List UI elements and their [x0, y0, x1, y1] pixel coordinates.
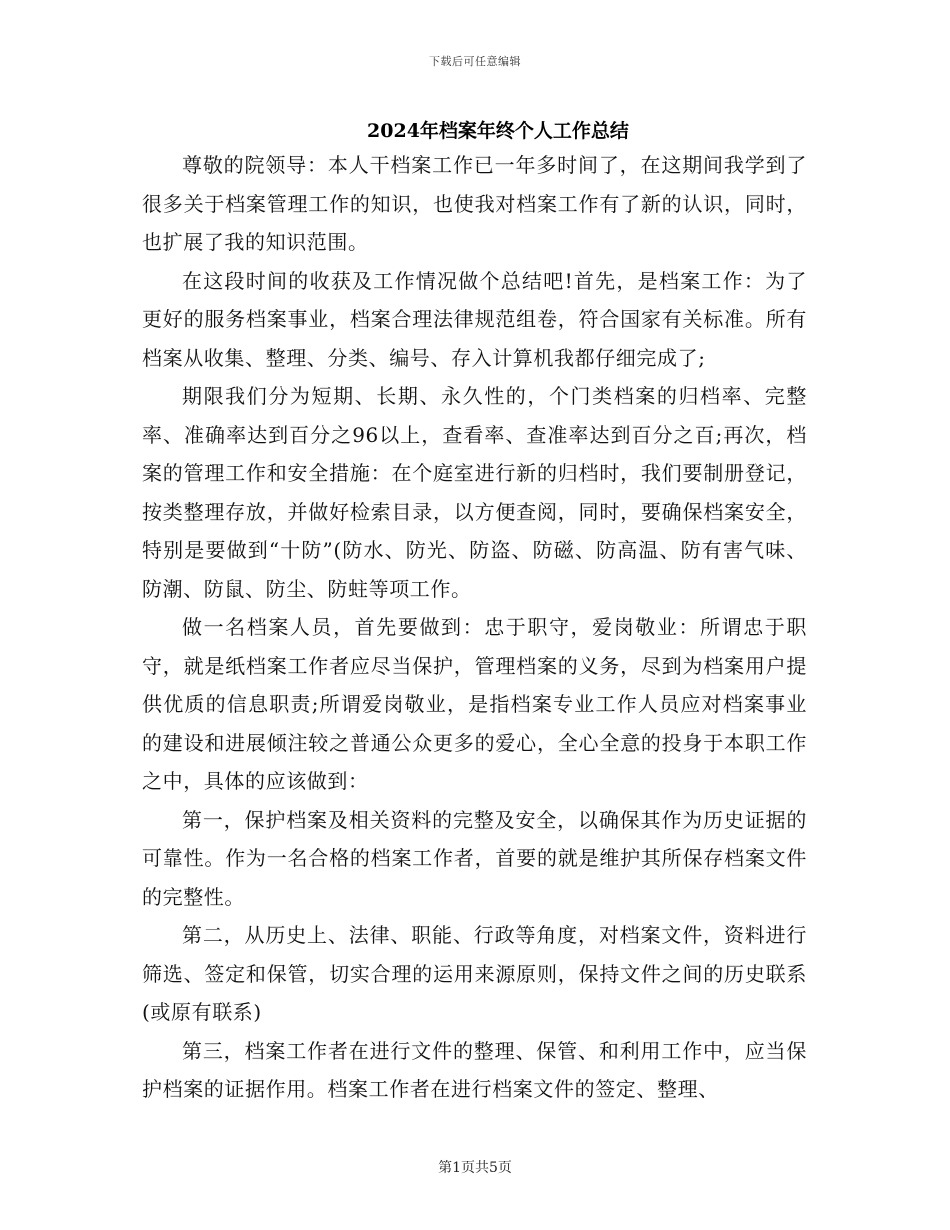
header-note: 下载后可任意编辑 [429, 55, 521, 68]
document-title: 2024年档案年终个人工作总结 [367, 120, 629, 142]
paragraph-retention-safety: 期限我们分为短期、长期、永久性的，个门类档案的归档率、完整率、准确率达到百分之96以上，查看率、查准率达到百分之百;再次，档案的管理工作和安全措施：在个庭室进行新的归档时，我们要制册登记，按类整理存放，并做好检索目录，以方便查阅，同时，要确保档案安全，特别是要做到“十防”(防水、防光、防盗、防磁、防高温、防有害气味、防潮、防鼠、防尘、防蛀等项工作。 [142, 384, 807, 601]
paragraph-third: 第三，档案工作者在进行文件的整理、保管、和利用工作中，应当保护档案的证据作用。档案工作者在进行档案文件的签定、整理、 [142, 1038, 807, 1101]
paragraph-second: 第二，从历史上、法律、职能、行政等角度，对档案文件，资料进行筛选、签定和保管，切实合理的运用来源原则，保持文件之间的历史联系(或原有联系) [142, 923, 807, 1024]
paragraph-greeting: 尊敬的院领导：本人干档案工作已一年多时间了，在这期间我学到了很多关于档案管理工作的知识，也使我对档案工作有了新的认识，同时，也扩展了我的知识范围。 [142, 153, 807, 254]
paragraph-duty: 做一名档案人员，首先要做到：忠于职守，爱岗敬业：所谓忠于职守，就是纸档案工作者应尽当保护，管理档案的义务，尽到为档案用户提供优质的信息职责;所谓爱岗敬业，是指档案专业工作人员应对档案事业的建设和进展倾注较之普通公众更多的爱心，全心全意的投身于本职工作之中，具体的应该做到： [142, 615, 807, 793]
page-number: 第1页共5页 [438, 1160, 512, 1176]
paragraph-summary: 在这段时间的收获及工作情况做个总结吧!首先，是档案工作：为了更好的服务档案事业，档案合理法律规范组卷，符合国家有关标准。所有档案从收集、整理、分类、编号、存入计算机我都仔细完成了; [142, 268, 807, 370]
document-body [142, 146, 807, 1109]
paragraph-first: 第一，保护档案及相关资料的完整及安全，以确保其作为历史证据的可靠性。作为一名合格的档案工作者，首要的就是维护其所保存档案文件的完整性。 [142, 807, 807, 909]
